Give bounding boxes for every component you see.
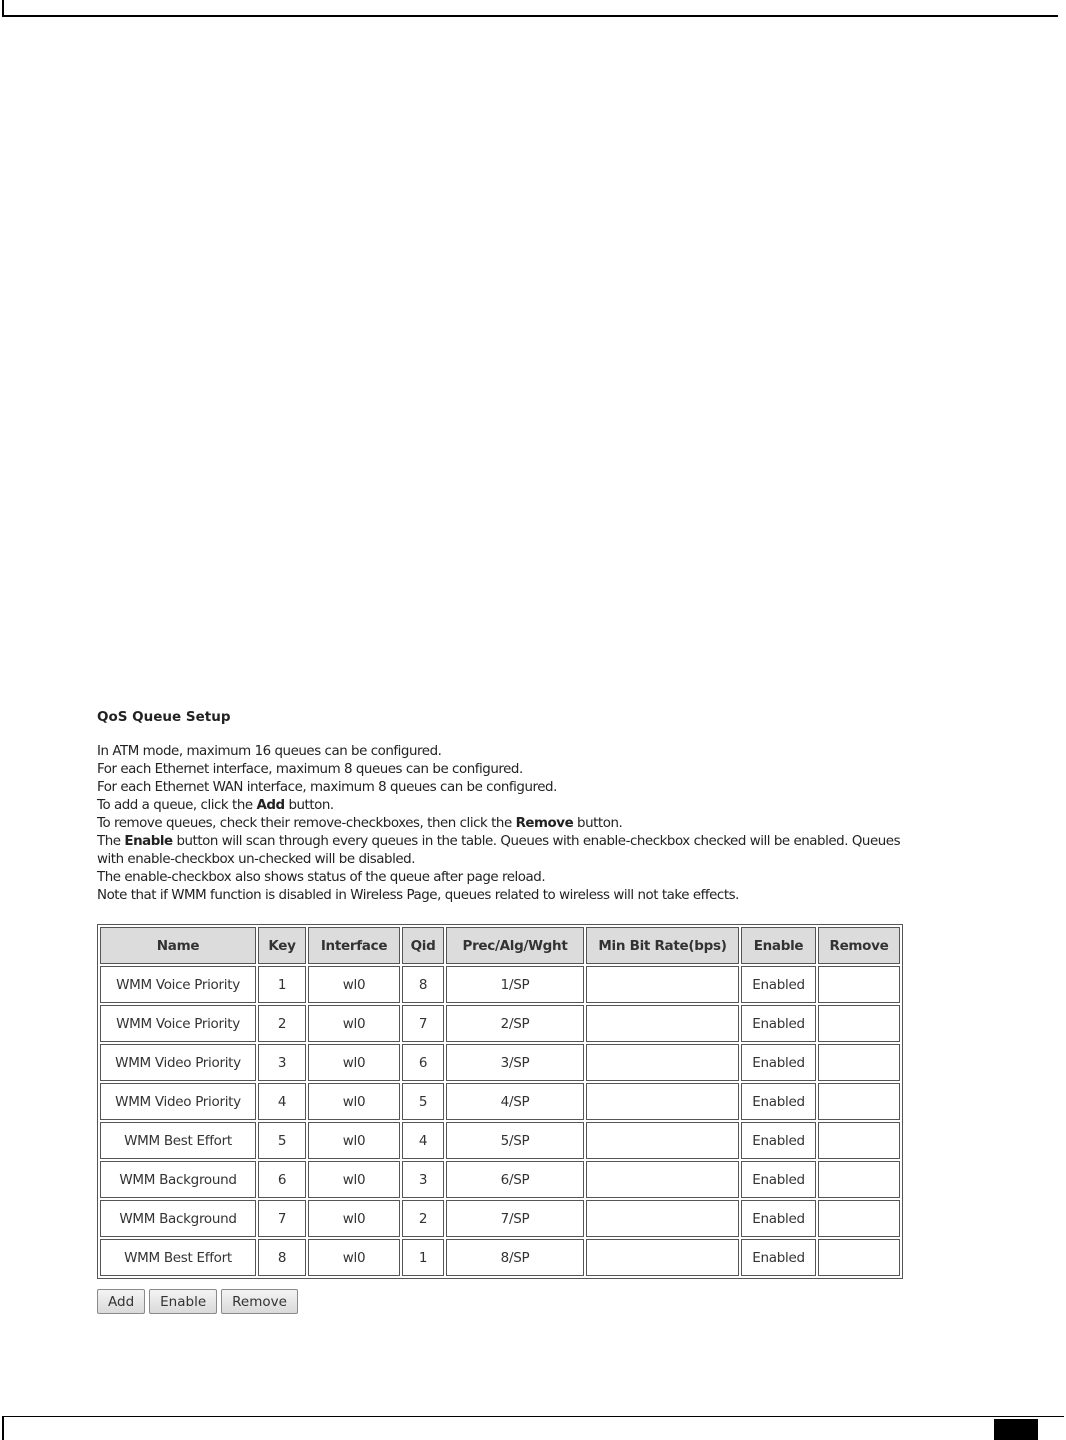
header-interface: Interface [308,927,400,964]
table-row [100,1044,900,1081]
description-line: For each Ethernet interface, maximum 8 queues can be configured. [97,762,523,777]
description-line: For each Ethernet WAN interface, maximum 8 queues can be configured. [97,780,557,795]
cell-min-bit-rate [586,1161,739,1198]
cell-remove [818,1239,900,1276]
cell-enable-status: Enabled [741,1161,816,1198]
cell-interface: wl0 [308,1083,400,1120]
cell-enable-status: Enabled [741,1239,816,1276]
page-title: QoS Queue Setup [97,709,231,725]
description-line: In ATM mode, maximum 16 queues can be configured. [97,744,442,759]
cell-min-bit-rate [586,1083,739,1120]
cell-name: WMM Background [100,1161,256,1198]
cell-interface: wl0 [308,1161,400,1198]
cell-name: WMM Voice Priority [100,1005,256,1042]
cell-min-bit-rate [586,1122,739,1159]
table-row [100,966,900,1003]
description-text: button will scan through every queues in the table. Queues with enable-checkbox checked will be enabled. Queues [172,834,901,849]
cell-key: 6 [258,1161,306,1198]
description-bold-remove: Remove [515,816,574,831]
cell-key: 5 [258,1122,306,1159]
table-row [100,1005,900,1042]
description-text: button. [284,798,334,813]
cell-prec: 5/SP [446,1122,584,1159]
cell-min-bit-rate [586,1200,739,1237]
cell-key: 4 [258,1083,306,1120]
cell-key: 8 [258,1239,306,1276]
table-row [100,1122,900,1159]
header-name: Name [100,927,256,964]
header-qid: Qid [402,927,444,964]
cell-qid: 4 [402,1122,444,1159]
description-block [97,743,977,905]
cell-key: 1 [258,966,306,1003]
cell-key: 7 [258,1200,306,1237]
cell-enable-status: Enabled [741,1005,816,1042]
description-line [97,833,977,851]
description-line: Note that if WMM function is disabled in Wireless Page, queues related to wireless will not take effects. [97,888,739,903]
description-bold-enable: Enable [124,834,173,849]
cell-min-bit-rate [586,1239,739,1276]
cell-qid: 7 [402,1005,444,1042]
cell-remove [818,1122,900,1159]
cell-name: WMM Video Priority [100,1044,256,1081]
description-line [97,815,977,833]
cell-name: WMM Video Priority [100,1083,256,1120]
cell-key: 2 [258,1005,306,1042]
cell-prec: 1/SP [446,966,584,1003]
cell-interface: wl0 [308,966,400,1003]
page-top-border [2,0,1058,17]
add-button[interactable]: Add [97,1289,145,1314]
table-row [100,1200,900,1237]
cell-remove [818,1044,900,1081]
cell-qid: 8 [402,966,444,1003]
qos-queue-setup-panel [97,707,977,1314]
cell-prec: 4/SP [446,1083,584,1120]
header-enable: Enable [741,927,816,964]
cell-min-bit-rate [586,1005,739,1042]
cell-prec: 7/SP [446,1200,584,1237]
cell-enable-status: Enabled [741,1044,816,1081]
description-text: The [97,834,125,849]
cell-qid: 6 [402,1044,444,1081]
remove-button[interactable]: Remove [221,1289,298,1314]
header-min-bit-rate: Min Bit Rate(bps) [586,927,739,964]
qos-queue-table [97,924,903,1279]
cell-enable-status: Enabled [741,1083,816,1120]
header-remove: Remove [818,927,900,964]
table-row [100,1161,900,1198]
cell-remove [818,1005,900,1042]
cell-key: 3 [258,1044,306,1081]
cell-qid: 5 [402,1083,444,1120]
cell-qid: 1 [402,1239,444,1276]
cell-prec: 3/SP [446,1044,584,1081]
cell-qid: 2 [402,1200,444,1237]
description-bold-add: Add [256,798,285,813]
cell-min-bit-rate [586,966,739,1003]
table-row [100,1239,900,1276]
cell-remove [818,1083,900,1120]
description-text: To remove queues, check their remove-checkboxes, then click the [97,816,516,831]
table-header-row [100,927,900,964]
description-text: To add a queue, click the [97,798,257,813]
enable-button[interactable]: Enable [149,1289,217,1314]
header-key: Key [258,927,306,964]
cell-interface: wl0 [308,1044,400,1081]
description-line: with enable-checkbox un-checked will be disabled. [97,852,416,867]
cell-prec: 2/SP [446,1005,584,1042]
cell-enable-status: Enabled [741,1122,816,1159]
cell-prec: 8/SP [446,1239,584,1276]
header-prec-alg-wght: Prec/Alg/Wght [446,927,584,964]
cell-remove [818,966,900,1003]
cell-remove [818,1161,900,1198]
cell-enable-status: Enabled [741,966,816,1003]
page-footer-border [2,1416,1064,1440]
table-row [100,1083,900,1120]
cell-interface: wl0 [308,1200,400,1237]
cell-min-bit-rate [586,1044,739,1081]
cell-name: WMM Best Effort [100,1122,256,1159]
cell-qid: 3 [402,1161,444,1198]
cell-name: WMM Best Effort [100,1239,256,1276]
page-number-tab [994,1419,1038,1440]
cell-enable-status: Enabled [741,1200,816,1237]
cell-prec: 6/SP [446,1161,584,1198]
action-buttons [97,1289,977,1314]
description-line [97,797,977,815]
cell-interface: wl0 [308,1122,400,1159]
cell-name: WMM Voice Priority [100,966,256,1003]
cell-interface: wl0 [308,1239,400,1276]
description-line: The enable-checkbox also shows status of the queue after page reload. [97,870,546,885]
cell-name: WMM Background [100,1200,256,1237]
cell-interface: wl0 [308,1005,400,1042]
description-text: button. [573,816,623,831]
cell-remove [818,1200,900,1237]
